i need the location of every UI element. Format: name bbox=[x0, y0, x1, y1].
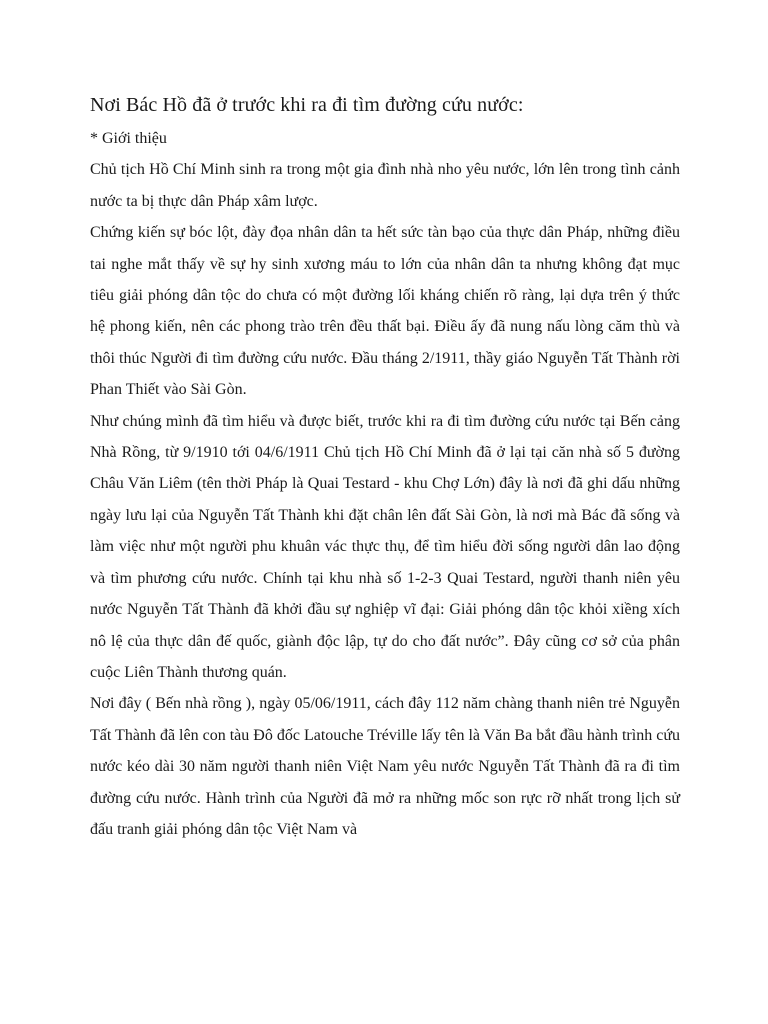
paragraph-departure: Nơi đây ( Bến nhà rồng ), ngày 05/06/1911, cách đây 112 năm chàng thanh niên trẻ Nguyễn Tất Thành đã lên con tàu Đô đốc Latouche Tréville lấy tên là Văn Ba bắt đầu hành trình cứu nước kéo dài 30 năm người thanh niên Việt Nam yêu nước Nguyễn Tất Thành đã ra đi tìm đường cứu nước. Hành trình của Người đã mở ra những mốc son rực rỡ nhất trong lịch sử đấu tranh giải phóng dân tộc Việt Nam và bbox=[90, 695, 680, 838]
intro-label: * Giới thiệu bbox=[90, 130, 167, 147]
paragraph-birth: Chủ tịch Hồ Chí Minh sinh ra trong một gia đình nhà nho yêu nước, lớn lên trong tình cảnh nước ta bị thực dân Pháp xâm lược. bbox=[90, 161, 680, 210]
document-heading: Nơi Bác Hồ đã ở trước khi ra đi tìm đường cứu nước: bbox=[90, 94, 524, 116]
paragraph-motivation: Chứng kiến sự bóc lột, đày đọa nhân dân ta hết sức tàn bạo của thực dân Pháp, những điều tai nghe mắt thấy về sự hy sinh xương máu to lớn của nhân dân ta nhưng không đạt mục tiêu giải phóng dân tộc do chưa có một đường lối kháng chiến rõ ràng, lại dựa trên ý thức hệ phong kiến, nên các phong trào trên đều thất bại. Điều ấy đã nung nấu lòng căm thù và thôi thúc Người đi tìm đường cứu nước. Đầu tháng 2/1911, thầy giáo Nguyễn Tất Thành rời Phan Thiết vào Sài Gòn. bbox=[90, 224, 680, 399]
paragraph-residence: Như chúng mình đã tìm hiểu và được biết, trước khi ra đi tìm đường cứu nước tại Bến cảng Nhà Rồng, từ 9/1910 tới 04/6/1911 Chủ tịch Hồ Chí Minh đã ở lại tại căn nhà số 5 đường Châu Văn Liêm (tên thời Pháp là Quai Testard - khu Chợ Lớn) đây là nơi đã ghi dấu những ngày lưu lại của Nguyễn Tất Thành khi đặt chân lên đất Sài Gòn, là nơi mà Bác đã sống và làm việc như một người phu khuân vác thực thụ, để tìm hiểu đời sống người dân lao động và tìm phương cứu nước. Chính tại khu nhà số 1-2-3 Quai Testard, người thanh niên yêu nước Nguyễn Tất Thành đã khởi đầu sự nghiệp vĩ đại: Giải phóng dân tộc khỏi xiềng xích nô lệ của thực dân đế quốc, giành độc lập, tự do cho đất nước”. Đây cũng cơ sở của phân cuộc Liên Thành thương quán. bbox=[90, 412, 680, 681]
document-page bbox=[90, 89, 680, 845]
